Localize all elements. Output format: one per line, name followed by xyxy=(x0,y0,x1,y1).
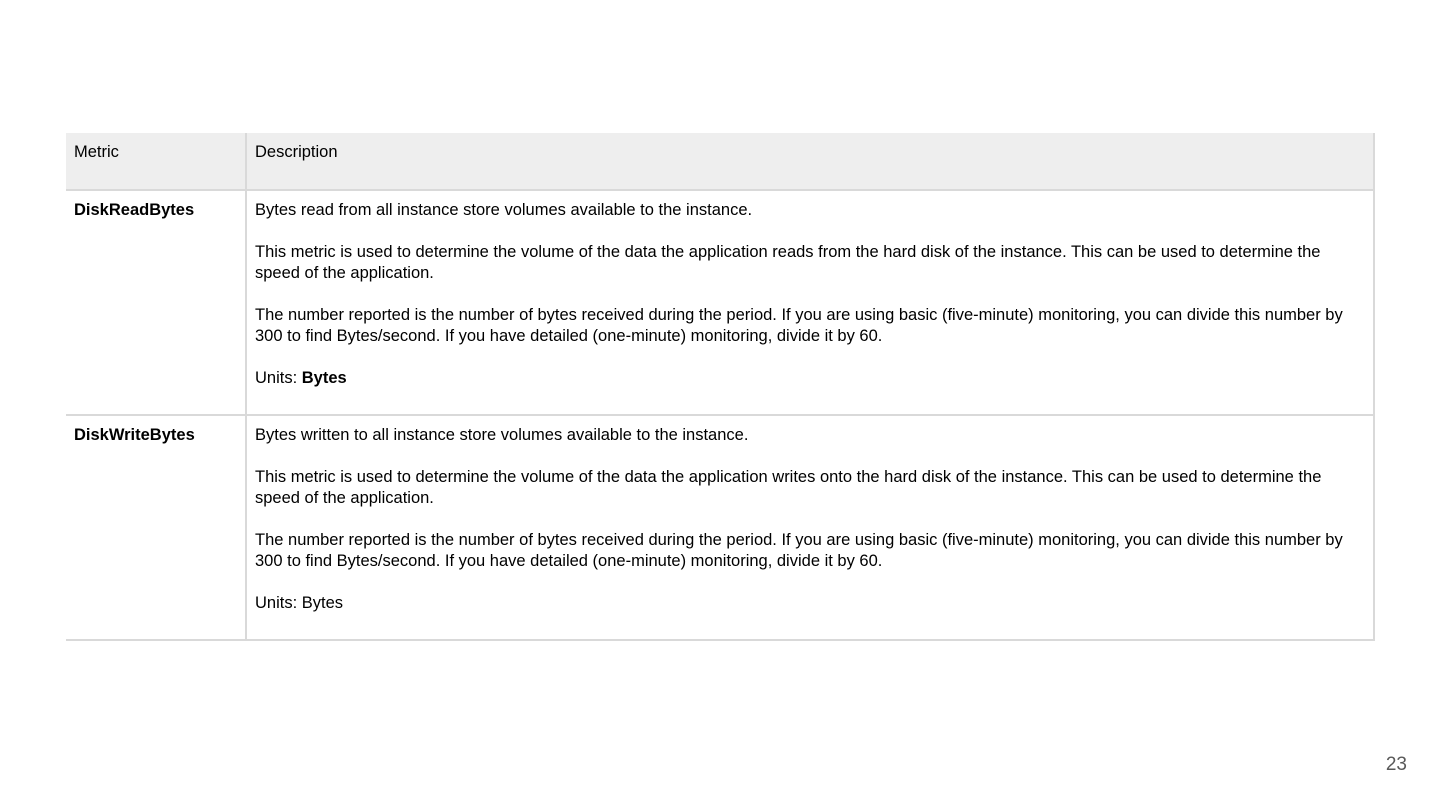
header-description: Description xyxy=(246,133,1374,190)
table-row xyxy=(66,415,1374,640)
table-row xyxy=(66,190,1374,415)
description-summary: Bytes written to all instance store volumes available to the instance. xyxy=(255,426,749,444)
description-usage: This metric is used to determine the volume of the data the application writes onto the hard disk of the instance. This can be used to determine the speed of the application. xyxy=(255,468,1322,507)
units-value: Bytes xyxy=(301,369,347,387)
metrics-table xyxy=(66,133,1375,641)
metric-description xyxy=(246,190,1374,415)
units-label: Units: xyxy=(255,594,302,612)
description-usage: This metric is used to determine the volume of the data the application reads from the hard disk of the instance. This can be used to determine the speed of the application. xyxy=(255,243,1321,282)
table-header-row xyxy=(66,133,1374,190)
units-line xyxy=(255,593,1365,614)
metric-description xyxy=(246,415,1374,640)
page-number: 23 xyxy=(1385,754,1407,775)
metric-name: DiskReadBytes xyxy=(66,190,246,415)
units-label: Units: xyxy=(255,369,302,387)
description-reporting: The number reported is the number of bytes received during the period. If you are using basic (five-minute) monitoring, you can divide this number by 300 to find Bytes/second. If you have detailed (one-minute) monitoring, divide it by 60. xyxy=(255,531,1343,570)
units-value: Bytes xyxy=(301,594,344,612)
description-reporting: The number reported is the number of bytes received during the period. If you are using basic (five-minute) monitoring, you can divide this number by 300 to find Bytes/second. If you have detailed (one-minute) monitoring, divide it by 60. xyxy=(255,306,1343,345)
metric-name: DiskWriteBytes xyxy=(66,415,246,640)
units-line xyxy=(255,368,1365,389)
description-summary: Bytes read from all instance store volumes available to the instance. xyxy=(255,201,753,219)
header-metric: Metric xyxy=(66,133,246,190)
